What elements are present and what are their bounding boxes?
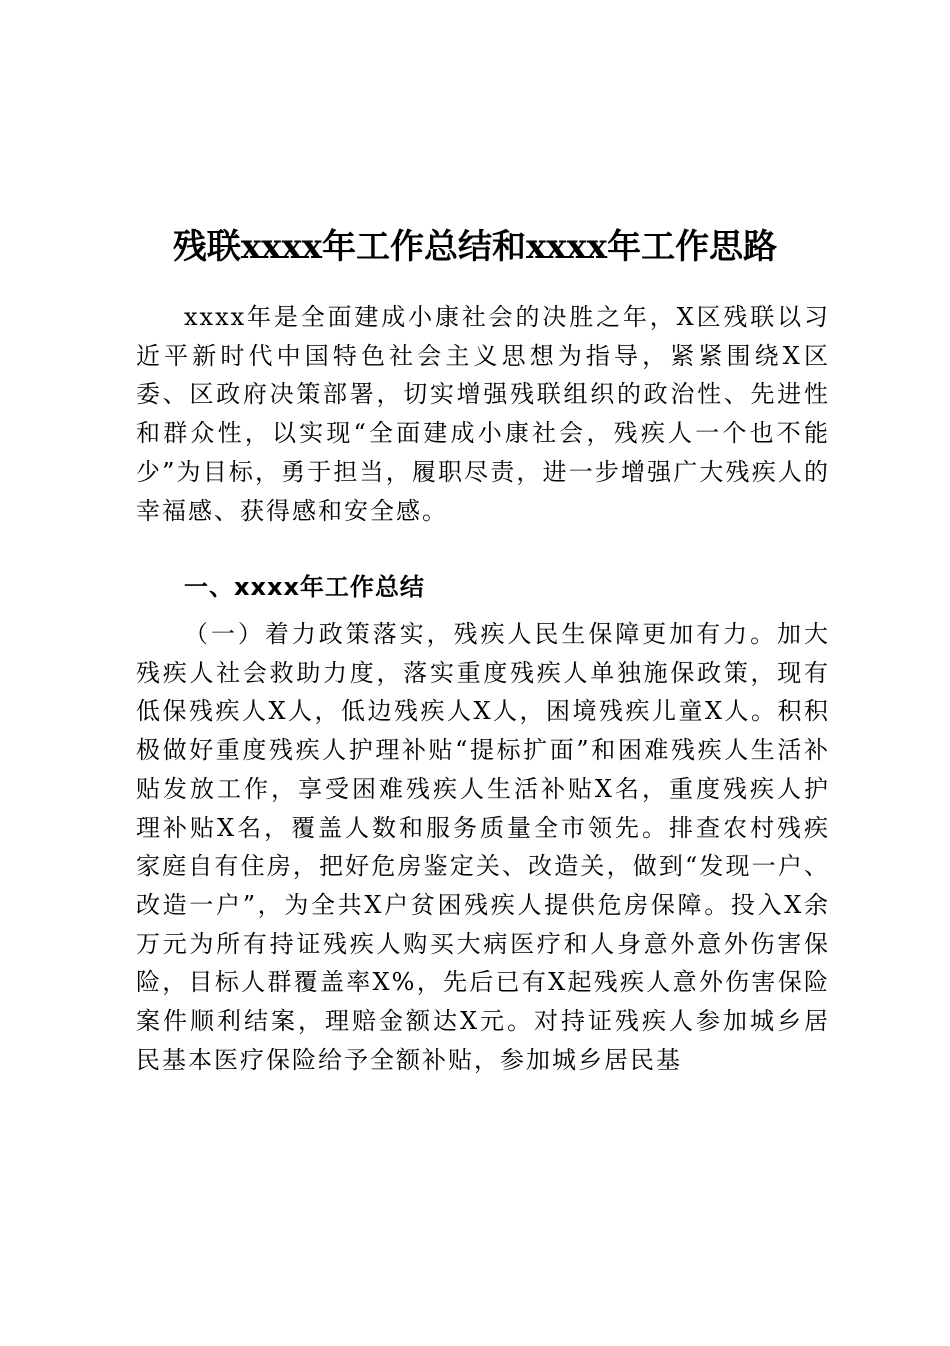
- intro-paragraph: xxxx年是全面建成小康社会的决胜之年，X区残联以习近平新时代中国特色社会主义思想为指导，紧紧围绕X区委、区政府决策部署，切实增强残联组织的政治性、先进性和群众性，以实现“全面建成小康社会，残疾人一个也不能少”为目标，勇于担当，履职尽责，进一步增强广大残疾人的幸福感、获得感和安全感。: [136, 303, 830, 525]
- document-title: 残联xxxx年工作总结和xxxx年工作思路: [172, 226, 778, 267]
- section-heading: 一、xxxx年工作总结: [184, 573, 425, 601]
- section-paragraph: （一）着力政策落实，残疾人民生保障更加有力。加大残疾人社会救助力度，落实重度残疾人单独施保政策，现有低保残疾人X人，低边残疾人X人，困境残疾儿童X人。积积极做好重度残疾人护理补贴“提标扩面”和困难残疾人生活补贴发放工作，享受困难残疾人生活补贴X名，重度残疾人护理补贴X名，覆盖人数和服务质量全市领先。排查农村残疾家庭自有住房，把好危房鉴定关、改造关，做到“发现一户、改造一户”，为全共X户贫困残疾人提供危房保障。投入X余万元为所有持证残疾人购买大病医疗和人身意外意外伤害保险，目标人群覆盖率X%，先后已有X起残疾人意外伤害保险案件顺利结案，理赔金额达X元。对持证残疾人参加城乡居民基本医疗保险给予全额补贴，参加城乡居民基: [136, 620, 830, 1074]
